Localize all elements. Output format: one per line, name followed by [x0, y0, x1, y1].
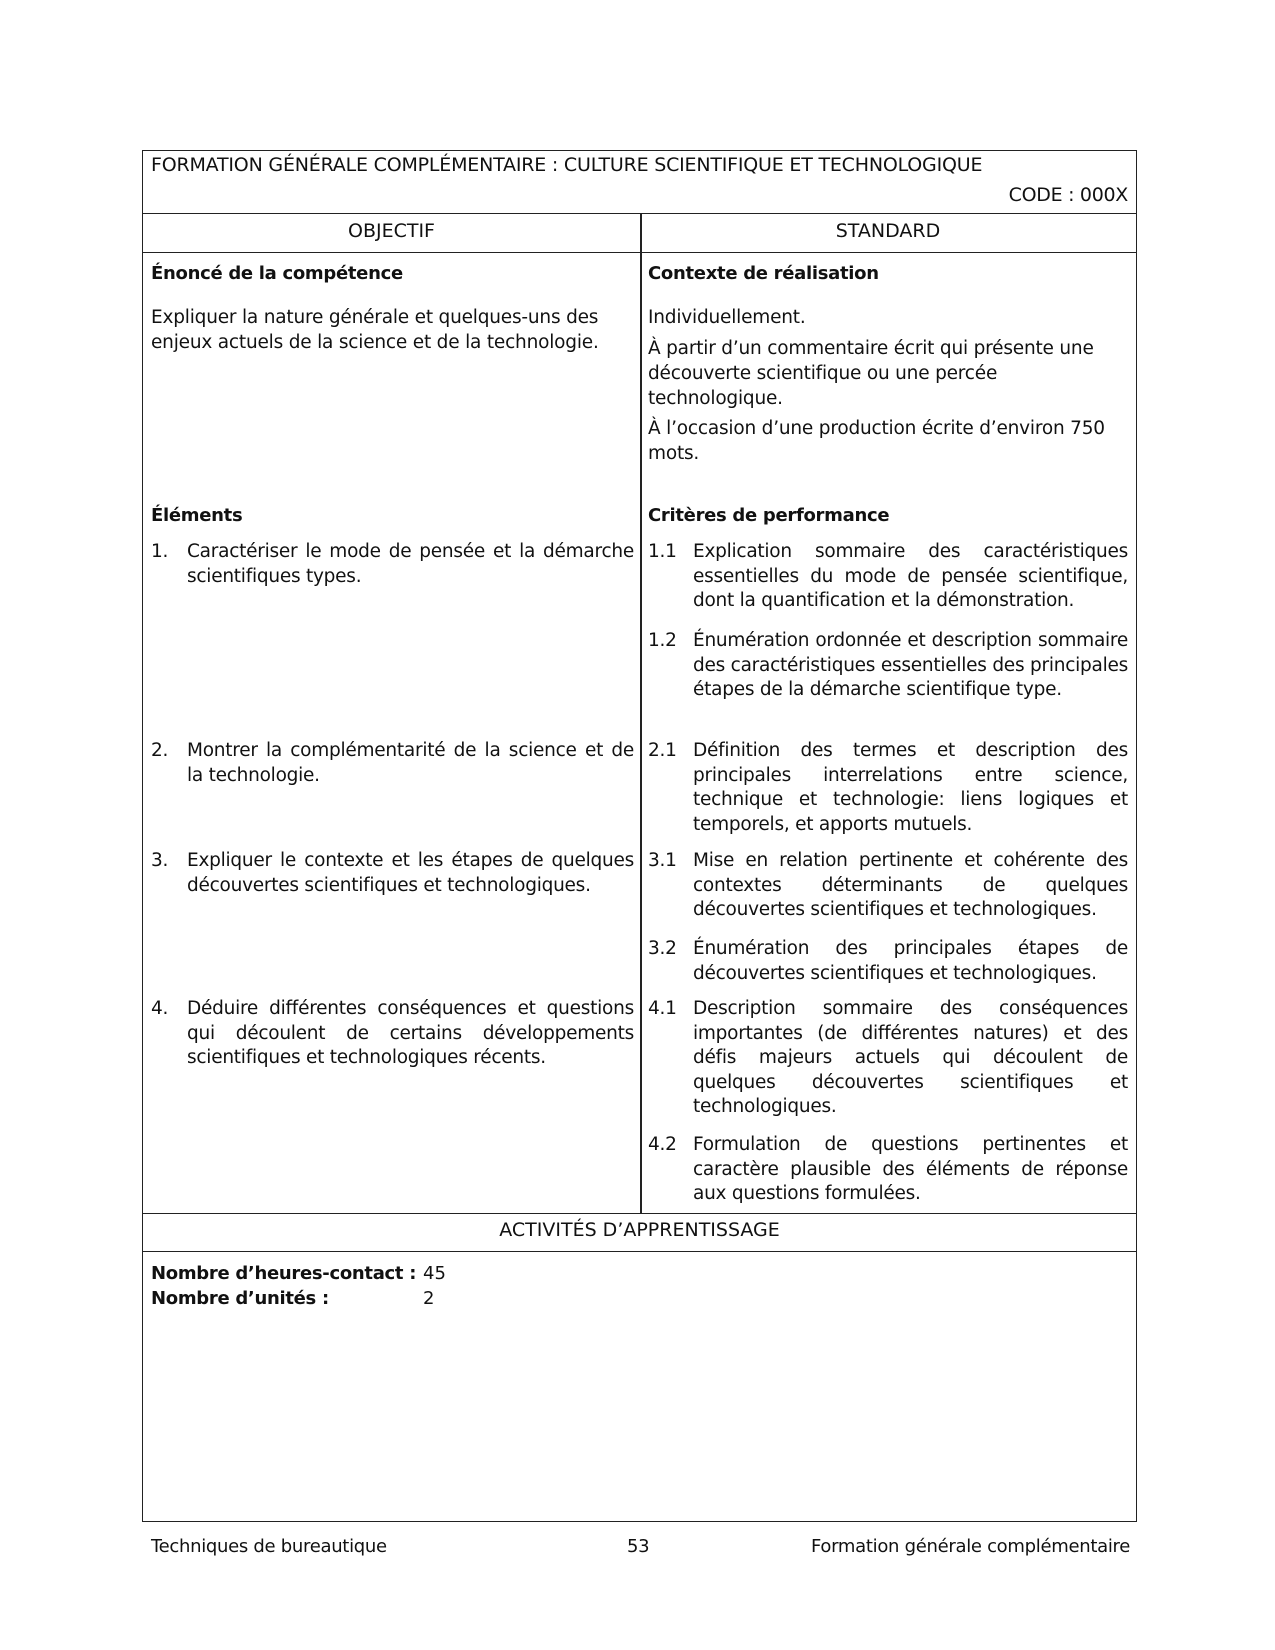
criterion-item — [648, 937, 1128, 986]
heures-contact-label: Nombre d’heures-contact : — [151, 1263, 417, 1284]
criterion-item — [648, 849, 1128, 923]
criterion-text: Énumération des principales étapes de découvertes scientifiques et technologiques. — [693, 938, 1128, 984]
criterion-number: 3.1 — [648, 850, 677, 871]
contexte-line: À l’occasion d’une production écrite d’environ 750 mots. — [648, 418, 1105, 464]
objectif-header: OBJECTIF — [347, 220, 435, 242]
activites-header-row — [143, 1213, 1136, 1252]
criteres-label: Critères de performance — [648, 505, 890, 526]
course-code: CODE : 000X — [1008, 184, 1128, 206]
criterion-number: 3.2 — [648, 938, 677, 959]
element-item — [151, 997, 634, 1071]
hours-block — [151, 1261, 446, 1311]
element-item — [151, 540, 634, 589]
criterion-text: Explication sommaire des caractéristiques essentielles du mode de pensée scientifique, dont la quantification et la démonstration. — [693, 541, 1128, 611]
criterion-item — [648, 1133, 1128, 1207]
elements-label: Éléments — [151, 505, 243, 526]
criterion-text: Définition des termes et description des principales interrelations entre science, technique et technologie: liens logiques et temporels, et apports mutuels. — [693, 740, 1128, 835]
criterion-item — [648, 629, 1128, 703]
criterion-number: 4.2 — [648, 1134, 677, 1155]
criterion-number: 4.1 — [648, 998, 677, 1019]
criterion-item — [648, 997, 1128, 1120]
enonce-text: Expliquer la nature générale et quelques-uns des enjeux actuels de la science et de la technologie. — [151, 307, 599, 353]
criterion-text: Énumération ordonnée et description sommaire des caractéristiques essentielles des principales étapes de la démarche scientifique type. — [693, 630, 1128, 700]
standard-header: STANDARD — [835, 220, 941, 242]
footer-section: Formation générale complémentaire — [811, 1536, 1131, 1557]
heures-contact-value: 45 — [423, 1263, 446, 1284]
element-text: Expliquer le contexte et les étapes de quelques découvertes scientifiques et technologiques. — [187, 850, 634, 896]
element-number: 1. — [151, 541, 169, 562]
enonce-label: Énoncé de la compétence — [151, 263, 403, 284]
element-text: Montrer la complémentarité de la science et de la technologie. — [187, 740, 634, 786]
criterion-number: 1.2 — [648, 630, 677, 651]
criterion-number: 2.1 — [648, 740, 677, 761]
column-divider — [640, 214, 642, 1214]
element-number: 3. — [151, 850, 169, 871]
footer-program: Techniques de bureautique — [151, 1536, 387, 1557]
criterion-text: Formulation de questions pertinentes et caractère plausible des éléments de réponse aux questions formulées. — [693, 1134, 1128, 1204]
criterion-number: 1.1 — [648, 541, 677, 562]
title-row — [143, 151, 1136, 214]
element-number: 2. — [151, 740, 169, 761]
activites-header: ACTIVITÉS D’APPRENTISSAGE — [499, 1219, 780, 1241]
element-text: Caractériser le mode de pensée et la démarche scientifiques types. — [187, 541, 634, 587]
element-number: 4. — [151, 998, 169, 1019]
criterion-text: Description sommaire des conséquences importantes (de différentes natures) et des défis majeurs actuels qui découlent de quelques découvertes scientifiques et technologiques. — [693, 998, 1128, 1117]
criterion-item — [648, 739, 1128, 837]
element-text: Déduire différentes conséquences et questions qui découlent de certains développements scientifiques et technologiques récents. — [187, 998, 634, 1068]
element-item — [151, 849, 634, 898]
contexte-line: Individuellement. — [648, 307, 806, 328]
contexte-line: À partir d’un commentaire écrit qui présente une découverte scientifique ou une percée technologique. — [648, 338, 1094, 409]
page-number: 53 — [627, 1536, 650, 1557]
element-item — [151, 739, 634, 788]
criterion-item — [648, 540, 1128, 614]
competency-table — [142, 150, 1137, 1522]
unites-value: 2 — [423, 1288, 435, 1309]
criterion-text: Mise en relation pertinente et cohérente des contextes déterminants de quelques découvertes scientifiques et technologiques. — [693, 850, 1128, 920]
contexte-label: Contexte de réalisation — [648, 263, 879, 284]
document-title: FORMATION GÉNÉRALE COMPLÉMENTAIRE : CULTURE SCIENTIFIQUE ET TECHNOLOGIQUE — [151, 154, 983, 176]
unites-label: Nombre d’unités : — [151, 1288, 329, 1309]
